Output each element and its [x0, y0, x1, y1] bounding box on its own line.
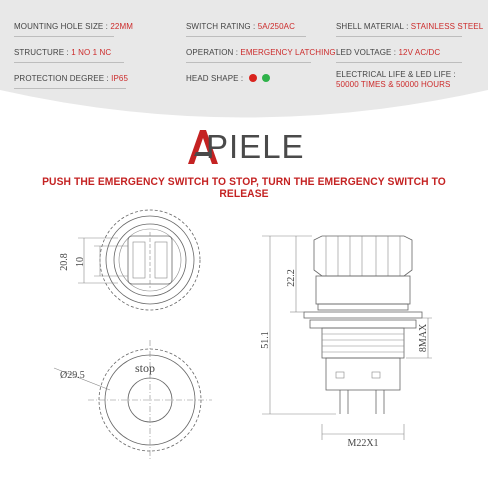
spec-electrical-life-value: 50000 TIMES & 50000 HOURS: [336, 80, 451, 89]
dim-10: 10: [75, 257, 86, 267]
spec-mounting-hole: MOUNTING HOLE SIZE : 22MM: [14, 22, 133, 32]
spec-switch-rating: SWITCH RATING : 5A/250AC: [186, 22, 295, 32]
front-view: [54, 340, 212, 460]
brand-name: PIELE: [206, 128, 305, 165]
green-dot-icon: [262, 74, 270, 82]
dim-22-2: 22.2: [286, 269, 297, 287]
top-view: [59, 210, 200, 310]
dim-8max: 8MAX: [418, 323, 429, 353]
dim-m22x1: M22X1: [347, 438, 379, 449]
svg-text:A: A: [190, 162, 191, 163]
stop-label: stop: [135, 361, 156, 375]
dim-29-5: Ø29.5: [60, 370, 85, 381]
red-dot-icon: [249, 74, 257, 82]
side-view: [260, 236, 432, 449]
spec-operation: OPERATION : EMERGENCY LATCHING: [186, 48, 336, 58]
dim-20-8: 20.8: [59, 253, 70, 271]
spec-led-voltage: LED VOLTAGE : 12V AC/DC: [336, 48, 440, 58]
dim-51-1: 51.1: [260, 331, 271, 349]
spec-protection: PROTECTION DEGREE : IP65: [14, 74, 128, 84]
spec-shell-material: SHELL MATERIAL : STAINLESS STEEL: [336, 22, 483, 32]
headline: PUSH THE EMERGENCY SWITCH TO STOP, TURN THE EMERGENCY SWITCH TO RELEASE: [42, 176, 446, 200]
spec-electrical-life: ELECTRICAL LIFE & LED LIFE :: [336, 70, 456, 79]
technical-drawing: [0, 198, 488, 488]
spec-structure: STRUCTURE : 1 NO 1 NC: [14, 48, 111, 58]
spec-head-shape: HEAD SHAPE :: [186, 74, 270, 84]
